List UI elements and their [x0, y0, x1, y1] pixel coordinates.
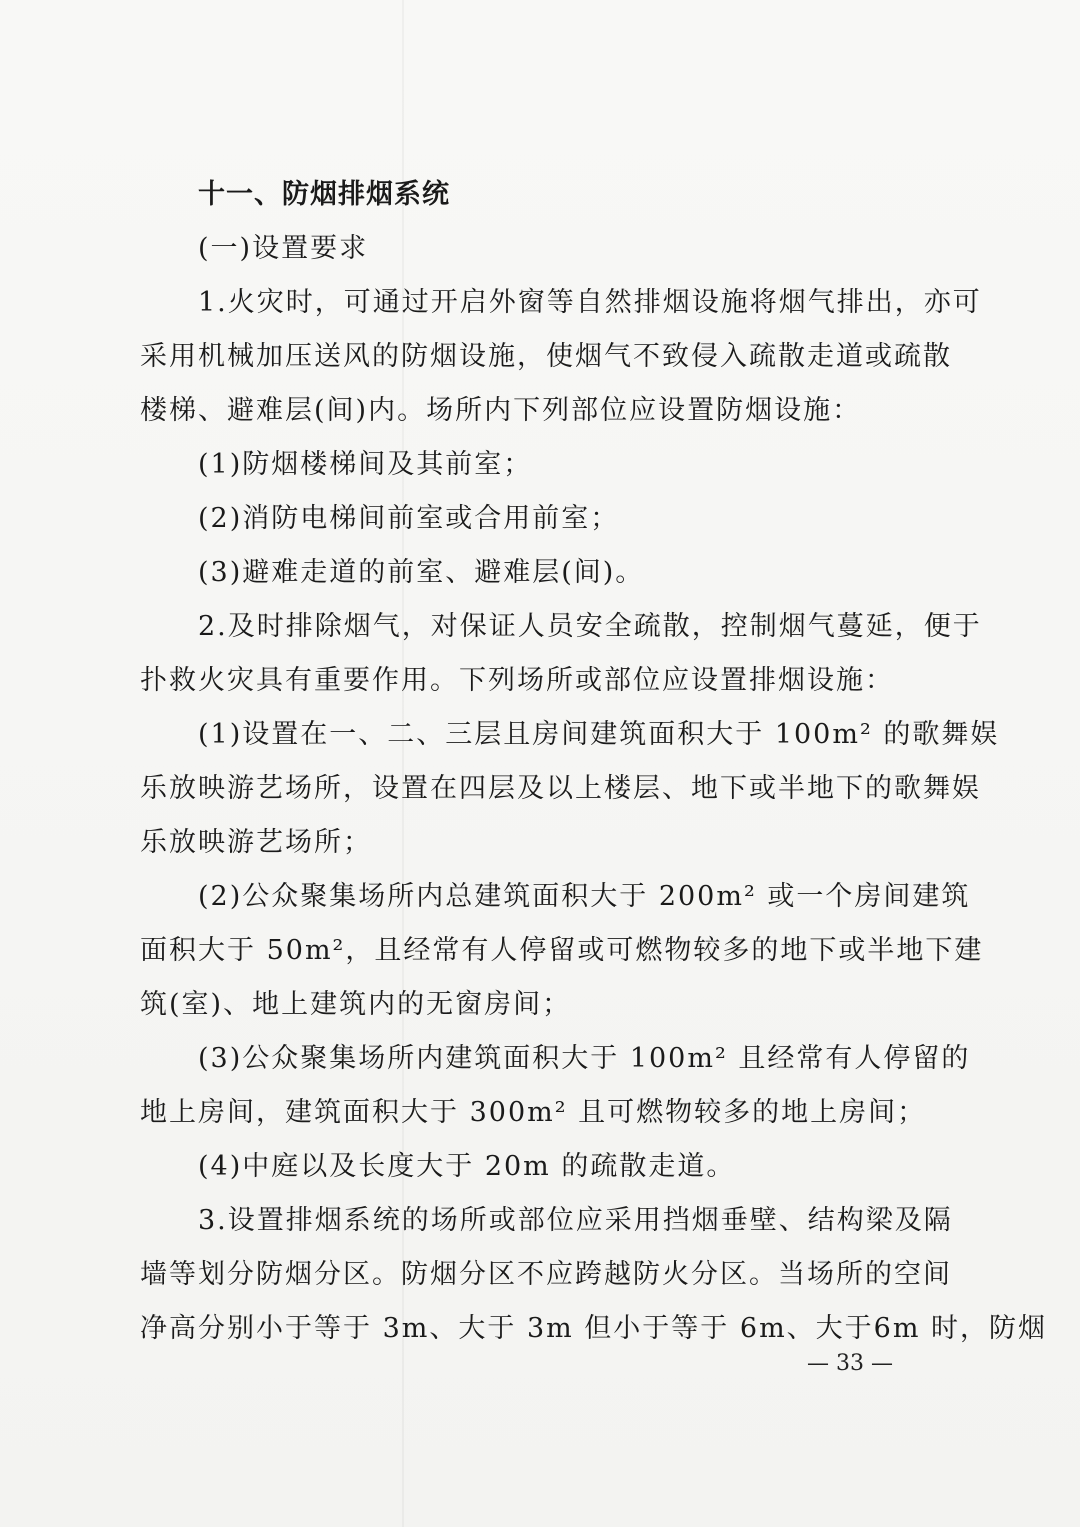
paragraph-line: 3.设置排烟系统的场所或部位应采用挡烟垂壁、结构梁及隔 [198, 1205, 953, 1236]
paragraph-line: 地上房间，建筑面积大于 300m² 且可燃物较多的地上房间； [140, 1097, 927, 1128]
paragraph-line: 面积大于 50m²，且经常有人停留或可燃物较多的地下或半地下建 [140, 935, 984, 966]
paragraph-line: 采用机械加压送风的防烟设施，使烟气不致侵入疏散走道或疏散 [140, 341, 952, 372]
section-heading: 十一、防烟排烟系统 [198, 179, 450, 210]
paragraph-line: 乐放映游艺场所，设置在四层及以上楼层、地下或半地下的歌舞娱 [140, 773, 981, 804]
paragraph-line: 乐放映游艺场所； [140, 827, 372, 858]
list-item: (4)中庭以及长度大于 20m 的疏散走道。 [198, 1151, 736, 1182]
paragraph-line: 1.火灾时，可通过开启外窗等自然排烟设施将烟气排出，亦可 [198, 287, 982, 318]
paragraph-line: 筑(室)、地上建筑内的无窗房间； [140, 989, 572, 1020]
list-item: (1)防烟楼梯间及其前室； [198, 449, 533, 480]
page-number: — 33 — [807, 1351, 893, 1376]
subsection-heading: (一)设置要求 [198, 233, 369, 264]
document-body [140, 168, 1048, 1356]
paragraph-line: 净高分别小于等于 3m、大于 3m 但小于等于 6m、大于6m 时，防烟 [140, 1313, 1048, 1344]
list-item: (2)消防电梯间前室或合用前室； [198, 503, 620, 534]
paragraph-line: 扑救火灾具有重要作用。下列场所或部位应设置排烟设施： [140, 665, 894, 696]
list-item: (1)设置在一、二、三层且房间建筑面积大于 100m² 的歌舞娱 [198, 719, 1000, 750]
paragraph-line: 2.及时排除烟气，对保证人员安全疏散，控制烟气蔓延，便于 [198, 611, 982, 642]
list-item: (3)避难走道的前室、避难层(间)。 [198, 557, 645, 588]
paragraph-line: 墙等划分防烟分区。防烟分区不应跨越防火分区。当场所的空间 [140, 1259, 952, 1290]
list-item: (3)公众聚集场所内建筑面积大于 100m² 且经常有人停留的 [198, 1043, 971, 1074]
list-item: (2)公众聚集场所内总建筑面积大于 200m² 或一个房间建筑 [198, 881, 971, 912]
paragraph-line: 楼梯、避难层(间)内。场所内下列部位应设置防烟设施： [140, 395, 862, 426]
